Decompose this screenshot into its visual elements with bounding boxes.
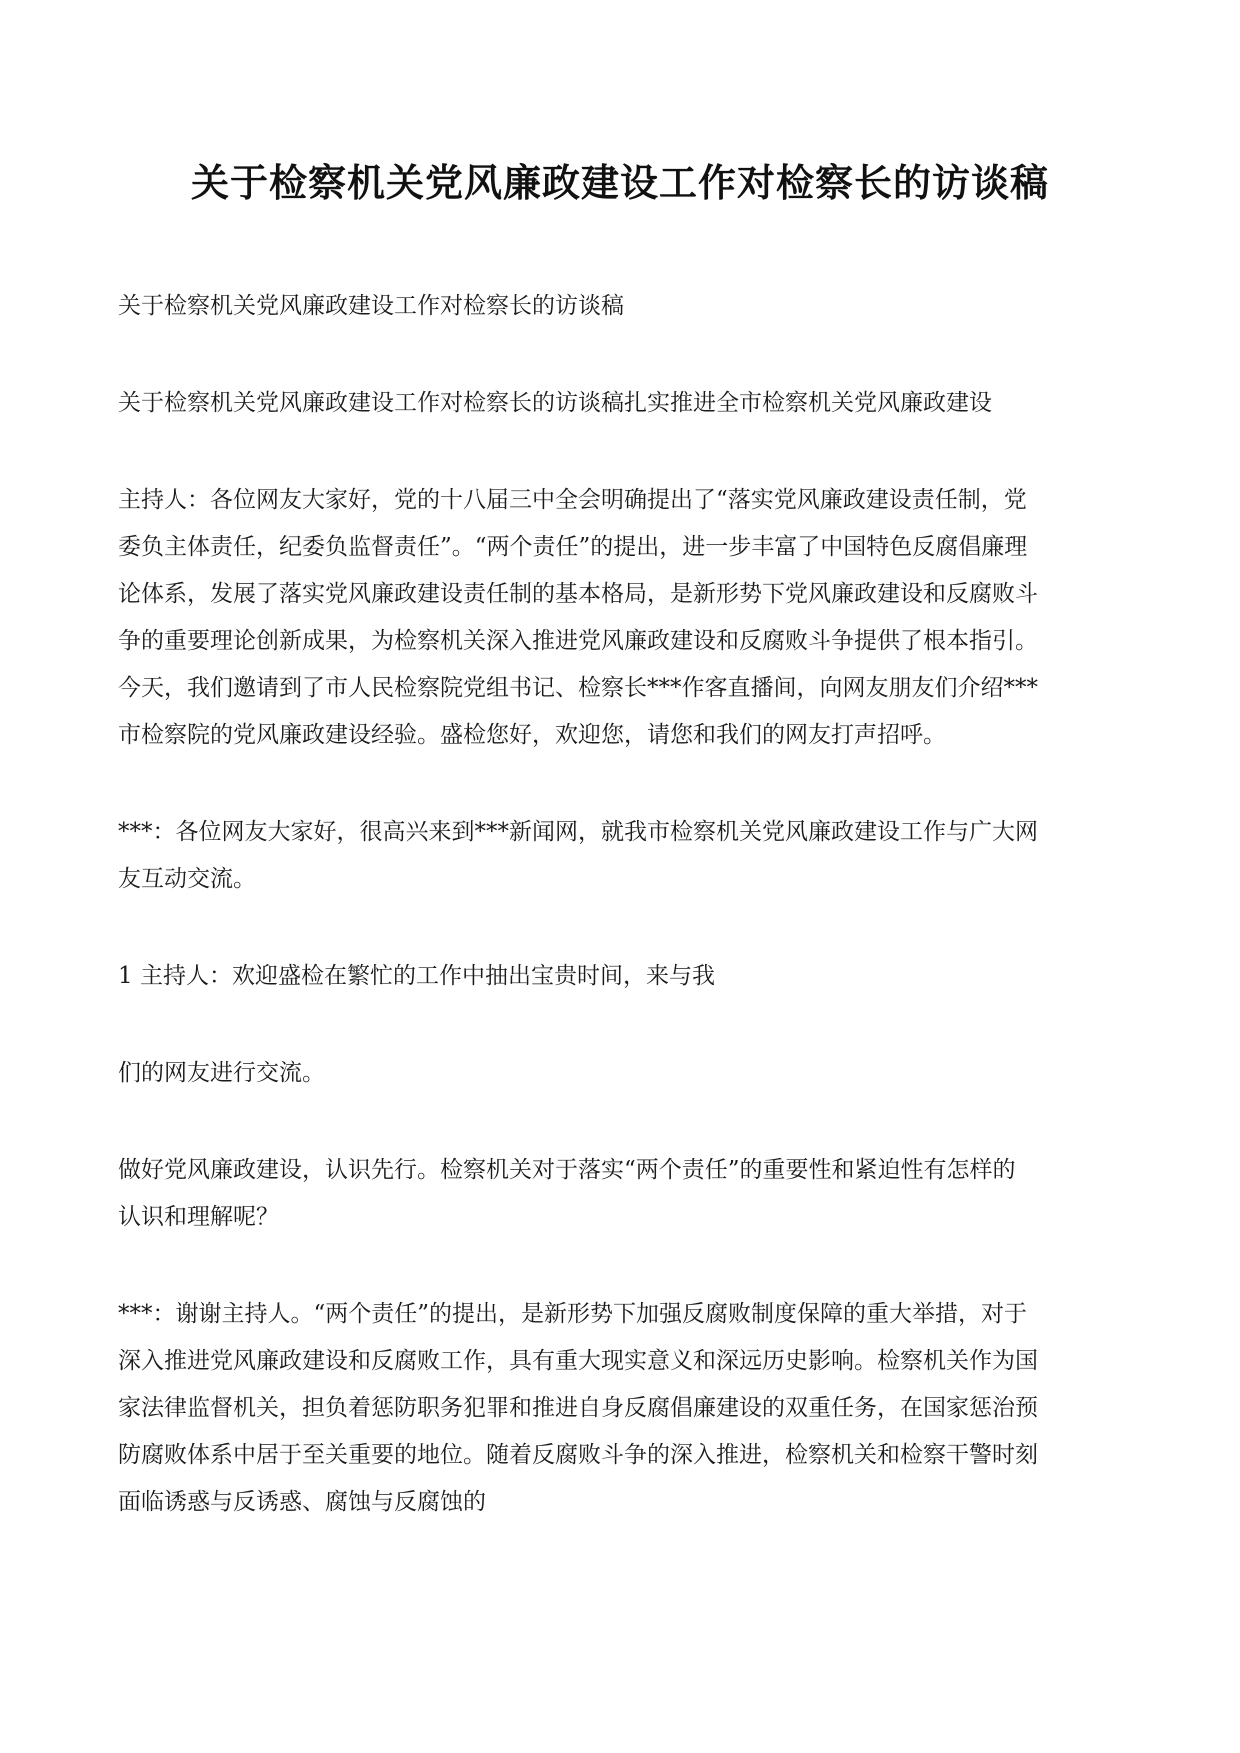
paragraph-host-question xyxy=(118,1147,1128,1241)
paragraph-line: 友互动交流。 xyxy=(118,866,256,892)
paragraph-line: 做好党风廉政建设，认识先行。检察机关对于落实“两个责任”的重要性和紧迫性有怎样的 xyxy=(118,1157,1016,1183)
paragraph-line: 关于检察机关党风廉政建设工作对检察长的访谈稿 xyxy=(118,293,624,319)
paragraph-line: 认识和理解呢？ xyxy=(118,1204,279,1230)
paragraph-line: 1 主持人：欢迎盛检在繁忙的工作中抽出宝贵时间，来与我 xyxy=(118,963,715,989)
paragraph-line: 委负主体责任，纪委负监督责任”。“两个责任”的提出，进一步丰富了中国特色反腐倡廉理 xyxy=(118,534,1028,560)
paragraph-line: 主持人：各位网友大家好，党的十八届三中全会明确提出了“落实党风廉政建设责任制，党 xyxy=(118,487,1027,513)
paragraph-line: 面临诱惑与反诱惑、腐蚀与反腐蚀的 xyxy=(118,1489,486,1515)
paragraph-line: ***：谢谢主持人。“两个责任”的提出，是新形势下加强反腐败制度保障的重大举措，对于 xyxy=(118,1301,1028,1327)
paragraph-line: 关于检察机关党风廉政建设工作对检察长的访谈稿扎实推进全市检察机关党风廉政建设 xyxy=(118,390,992,416)
document-title: 关于检察机关党风廉政建设工作对检察长的访谈稿 xyxy=(190,160,1049,205)
paragraph-guest-answer xyxy=(118,1291,1128,1526)
paragraph-line: 深入推进党风廉政建设和反腐败工作，具有重大现实意义和深远历史影响。检察机关作为国 xyxy=(118,1348,1038,1374)
paragraph-line: 防腐败体系中居于至关重要的地位。随着反腐败斗争的深入推进，检察机关和检察干警时刻 xyxy=(118,1442,1038,1468)
paragraph-host-intro xyxy=(118,477,1128,759)
paragraph-line: ***：各位网友大家好，很高兴来到***新闻网，就我市检察机关党风廉政建设工作与广大网 xyxy=(118,819,1038,845)
paragraph-line: 争的重要理论创新成果，为检察机关深入推进党风廉政建设和反腐败斗争提供了根本指引。 xyxy=(118,628,1038,654)
paragraph-line: 今天，我们邀请到了市人民检察院党组书记、检察长***作客直播间，向网友朋友们介绍*** xyxy=(118,675,1038,701)
paragraph-host-welcome xyxy=(118,953,1128,1000)
paragraph-subtitle xyxy=(118,283,1128,330)
paragraph-line: 市检察院的党风廉政建设经验。盛检您好，欢迎您，请您和我们的网友打声招呼。 xyxy=(118,722,946,748)
paragraph-guest-greeting xyxy=(118,809,1128,903)
paragraph-heading xyxy=(118,380,1128,427)
paragraph-line: 们的网友进行交流。 xyxy=(118,1060,325,1086)
paragraph-host-welcome-cont xyxy=(118,1050,1128,1097)
paragraph-line: 论体系，发展了落实党风廉政建设责任制的基本格局，是新形势下党风廉政建设和反腐败斗 xyxy=(118,581,1038,607)
paragraph-line: 家法律监督机关，担负着惩防职务犯罪和推进自身反腐倡廉建设的双重任务，在国家惩治预 xyxy=(118,1395,1038,1421)
